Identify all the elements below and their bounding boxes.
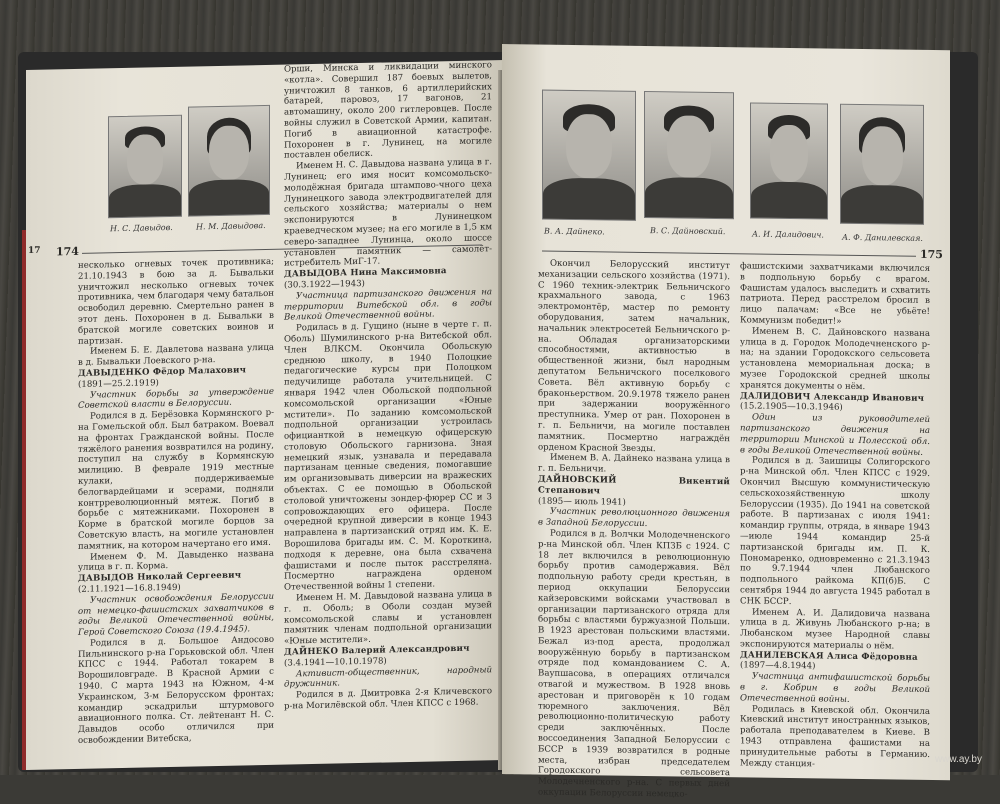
text-column (740, 261, 930, 771)
photo-caption: Н. М. Давыдова. (196, 220, 266, 232)
paragraph: Один из руководителей партизанского движения на территории Минской и Полесской обл. в годы Великой Отечественной войны. (740, 412, 930, 458)
entry-heading: ДАЙНЕКО Валерий Александрович (284, 643, 470, 658)
paragraph: Активист-общественник, народный дружинник. (284, 664, 492, 691)
paragraph: (1891—25.2.1919) (78, 377, 159, 390)
right-page (502, 44, 950, 800)
header-rule (542, 251, 916, 257)
paragraph: Родился в д. Заишицы Солигорского р-на Минской обл. Член КПСС с 1929. Окончил Высшую коммунистическую сельскохозяйственную школу Белоруссии (1935). До 1941 на советской работе. В партизанах с июля 1941: командир группы, отряда, в январе 1943—июле 1944 командир 25-й партизанской бригады им. П. К. Пономаренко, одновременно с 21.3.1943 по 9.7.1944 член Любанского подпольного райкома КП(б)Б. С сентября 1944 до августа 1945 работал в СНК БССР. (740, 455, 930, 607)
paragraph: Участница антифашистской борьбы в г. Кобрин в годы Великой Отечественной войны. (740, 671, 930, 705)
entry-heading: ДАВЫДОВА Нина Максимовна (284, 266, 447, 280)
paragraph: (30.3.1922—1943) (284, 278, 365, 291)
paragraph: Родился в д. Дмитровка 2-я Кличевского р-на Могилёвской обл. Член КПСС с 1968. (284, 686, 492, 712)
entry-heading: ДАЙНОВСКИЙ Викентий Степанович (538, 474, 730, 497)
text-column (284, 60, 492, 712)
paragraph: Участник освобождения Белоруссии от немецко-фашистских захватчиков в годы Великой Отечественной войны, Герой Советского Союза (19.4.1945). (78, 591, 274, 639)
portrait-photo (750, 102, 828, 219)
paragraph: (3.4.1941—10.10.1978) (284, 656, 387, 669)
photo-caption: Н. С. Давыдов. (110, 222, 173, 234)
portrait-photo (188, 105, 270, 217)
entry-heading: ДАВЫДЕНКО Фёдор Малахович (78, 365, 247, 379)
paragraph: Именем В. С. Дайновского названа улица в д. Городок Молодечненского р-на; на здании Городокского сельсовета установлена мемориальная доска; в музее Городокской средней школы хранятся документы о нём. (740, 326, 930, 392)
entry-heading: ДАВЫДОВ Николай Сергеевич (78, 570, 242, 585)
paragraph: Именем В. А. Дайнеко названа улица в г. п. Бельничи. (538, 453, 730, 475)
paragraph: (1897—4.8.1944) (740, 660, 816, 672)
paragraph: Участник революционного движения в Западной Белоруссии. (538, 506, 730, 530)
portrait-photo (542, 90, 636, 221)
paragraph: Именем Б. Е. Давлетова названа улица в д. Бывальки Лоевского р-на. (78, 343, 274, 369)
paragraph: Именем А. И. Далидовича названа улица в д. Живунь Любанского р-на; в Любанском музее Народной славы экспонируются материалы о нём. (740, 606, 930, 652)
paragraph: фашистскими захватчиками включился в подпольную борьбу с врагом. Фашистам удалось выследить и схватить патриота. Перед расстрелом бросил в лицо палачам: «Все не убьёте! Коммунизм победит!» (740, 261, 930, 327)
paragraph: Родился в д. Берёзовка Кормянского р-на Гомельской обл. Был батраком. Воевал на фронтах Гражданской войны. После тяжёлого ранения возвратился на родину, поступил на службу в Кормянскую милицию. В феврале 1919 местные кулаки, поддерживаемые белогвардейцами и эсерами, подняли контрреволюционный мятеж. Погиб в борьбе с мятежниками. Похоронен в Корме в братской могиле борцов за Советскую власть, на могиле установлен памятник, на котором начертано его имя. (78, 407, 274, 552)
paragraph: Окончил Белорусский институт механизации сельского хозяйства (1971). С 1960 техник-электрик Бельничского крахмального завода, с 1963 электромонтёр, мастер по ремонту оборудования, затем начальник, начальник электросетей Бельничского р-на. Обладая организаторскими способностями, активностью в общественной жизни, был народным депутатом Бельничского поселкового Совета. Вёл активную борьбу с браконьерством. 20.9.1978 тяжело ранен при задержании вооружённого преступника. Умер от ран. Похоронен в г. п. Бельничи, на могиле поставлен памятник. Посмертно награждён орденом Красной Звезды. (538, 258, 730, 454)
portrait-photo (840, 104, 924, 225)
portrait-photo (108, 115, 182, 219)
portrait-photo (644, 91, 734, 219)
paragraph: Именем Н. С. Давыдова названа улица в г. Лунинец; его имя носит комсомольско-молодёжная бригада штампово-чного цеха Лунинецкого завода электродвигателей для сельского хозяйства; материалы о нем экспонируются в Лунинецком краеведческом музее; на его могиле в 1,5 км северо-западнее Лунинца, около шоссе установлен памятник — самолёт-истребитель МиГ-17. (284, 157, 492, 269)
photo-caption: В. А. Дайнеко. (544, 226, 605, 237)
paragraph: Родился в д. Волчки Молодечненского р-на Минской обл. Член КПЗБ с 1924. С 18 лет включился в революционную борьбу против самодержавия. Вёл подпольную работу среди крестьян, в период оккупации Белоруссии кайзеровскими войсками участвовал в организации партизанского отряда для борьбы с властями буржуазной Польши. В 1923 арестован польскими властями. Бежал из-под ареста, продолжал вооружённую борьбу в партизанском отряде под командованием С. А. Ваупшасова, в операциях отличался отвагой и мужеством. В 1928 вновь арестован и приговорён к 10 годам тюремного заключения. Вёл революционно-политическую работу среди заключённых. После воссоединения Западной Белоруссии с БССР в 1939 возвратился в родные места, избран председателем Городокского сельсовета Молодечненского р-на. С первых дней оккупации Белоруссии немецко- (538, 528, 730, 800)
left-page (26, 60, 504, 770)
paragraph: Родился в д. Большое Андосово Пильнинского р-на Горьковской обл. Член КПСС с 1944. Работал токарем в Ворошиловграде. В Красной Армии с 1940. С марта 1943 на Южном, 4-м Украинском, 3-м Белорусском фронтах; командир эскадрильи штурмового авиационного полка. Ст. лейтенант Н. С. Давыдов особо отличился при освобождении Витебска, (78, 634, 274, 746)
margin-number: 17 (28, 245, 41, 256)
paragraph: Родилась в д. Гущино (ныне в черте г. п. Оболь) Шумилинского р-на Витебской обл. Член ВЛКСМ. Окончила Обольскую среднюю школу, в 1940 Полоцкие педагогические курсы при Полоцком педучилище работала учительницей. С января 1942 член Обольской подпольной комсомольской организации «Юные мстители». По заданию комсомольской подпольной организации устроилась официанткой в немецкую офицерскую столовую Обольского гарнизона. Зная немецкий язык, узнавала и передавала партизанам ценные сведения, помогавшие им организовывать диверсии на вражеских объектах. С ее помощью в Обольской столовой уничтожены зондер-фюрер СС и 3 сопровождающих его офицера. После очередной крупной диверсии в конце 1943 направлена в партизанский отряд им. К. Е. Ворошилова бригады им. С. М. Короткина, подходя к деревне, она была схвачена фашистами и после пыток расстреляна. Посмертно награждена орденом Отечественной войны 1 степени. (284, 319, 492, 593)
paragraph: Участник борьбы за утверждение Советской власти в Белоруссии. (78, 386, 274, 412)
paragraph: (15.2.1905—10.3.1946) (740, 401, 843, 414)
open-book (8, 30, 990, 800)
page-number: 175 (920, 247, 943, 262)
watermark: www.ay.by (934, 754, 982, 765)
text-column (538, 259, 730, 802)
photo-caption: В. С. Дайновский. (650, 226, 726, 237)
paragraph: несколько огневых точек противника; 21.10.1943 в бою за д. Бывальки уничтожил несколько огневых точек противника, чем благодаря чему батальон освободил деревню. Смертельно ранен в этот день. Похоронен в д. Бывальки в братской могиле советских воинов и партизан. (78, 256, 274, 347)
entry-heading: ДАНИЛЕВСКАЯ Алиса Фёдоровна (740, 650, 918, 663)
photo-caption: А. Ф. Данилевская. (842, 232, 923, 243)
photo-caption: А. И. Далидович. (752, 229, 824, 240)
entry-heading: ДАЛИДОВИЧ Александр Иванович (740, 390, 925, 404)
paragraph: (1895— июль 1941) (538, 496, 626, 508)
paragraph: Родилась в Киевской обл. Окончила Киевский институт иностранных языков, работала преподавателем в Киеве. В 1943 отправлена фашистами на принудительные работы в Германию. Между станция- (740, 704, 930, 770)
paragraph: Участница партизанского движения на территории Витебской обл. в годы Великой Отечественной войны. (284, 286, 492, 323)
paragraph: Именем Ф. М. Давыденко названа улица в г. п. Корма. (78, 548, 274, 574)
paragraph: Орши, Минска и ликвидации минского «котла». Совершил 187 боевых вылетов, уничтожил 8 танков, 6 артиллерийских батарей, паровоз, 17 вагонов, 21 автомашину, около 200 гитлеровцев. После войны служил в Советской Армии, капитан. Погиб в авиационной катастрофе. Похоронен в г. Лунинец, на могиле поставлен обелиск. (284, 60, 492, 161)
text-column (78, 257, 274, 747)
page-number: 174 (56, 244, 79, 259)
paragraph: Именем Н. М. Давыдовой названа улица в г. п. Оболь; в Оболи создан музей комсомольской славы и установлен памятник членам подпольной организации «Юные мстители». (284, 589, 492, 647)
paragraph: (2.11.1921—16.8.1949) (78, 582, 181, 595)
